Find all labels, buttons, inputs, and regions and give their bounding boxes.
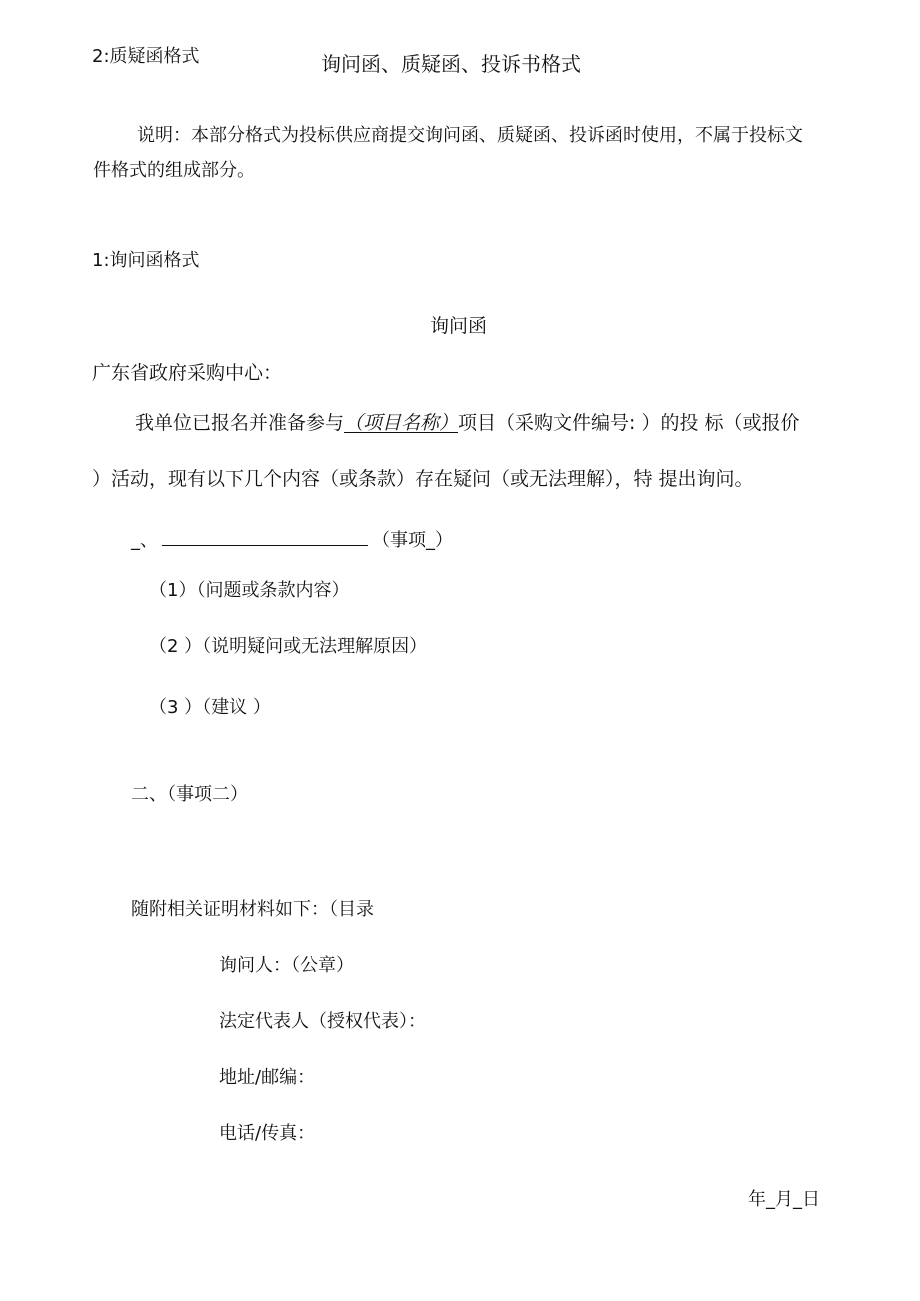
phone-fax-line: 电话/传真： — [219, 1123, 316, 1144]
sub-item-3: （3 ）（建议 ） — [149, 697, 271, 718]
letter-title: 询问函 — [430, 315, 488, 337]
body-line-1 — [135, 414, 800, 433]
item-1-prefix: _、 — [131, 530, 158, 551]
item-1-suffix: （事项_） — [372, 530, 453, 551]
addressee: 广东省政府采购中心： — [92, 362, 283, 384]
note-line-1: 说明：本部分格式为投标供应商提交询问函、质疑函、投诉函时使用，不属于投标文 — [137, 125, 803, 146]
item-1 — [131, 527, 453, 550]
date-line: 年_月_日 — [748, 1189, 820, 1210]
item-2: 二、（事项二） — [131, 784, 248, 805]
project-name-placeholder: （项目名称） — [344, 412, 459, 434]
body-line-1-prefix: 我单位已报名并准备参与 — [135, 412, 345, 434]
section2-heading: 2:质疑函格式 — [92, 46, 200, 67]
item-1-blank-line — [162, 527, 368, 546]
address-line: 地址/邮编： — [219, 1067, 316, 1088]
section1-heading: 1:询问函格式 — [92, 250, 200, 271]
sub-item-1: （1）（问题或条款内容） — [149, 580, 350, 601]
sub-item-2: （2 ）（说明疑问或无法理解原因） — [149, 636, 428, 657]
document-title: 询问函、质疑函、投诉书格式 — [321, 52, 581, 76]
attachments-line: 随附相关证明材料如下：（目录 — [131, 899, 374, 920]
legal-representative-line: 法定代表人（授权代表）： — [219, 1011, 426, 1032]
inquirer-line: 询问人：（公章） — [219, 955, 354, 976]
body-line-1-suffix: 项目（采购文件编号: ）的投 标（或报价 — [458, 412, 800, 434]
body-line-2: ）活动，现有以下几个内容（或条款）存在疑问（或无法理解），特 提出询问。 — [92, 468, 754, 490]
note-line-2: 件格式的组成部分。 — [93, 160, 255, 181]
